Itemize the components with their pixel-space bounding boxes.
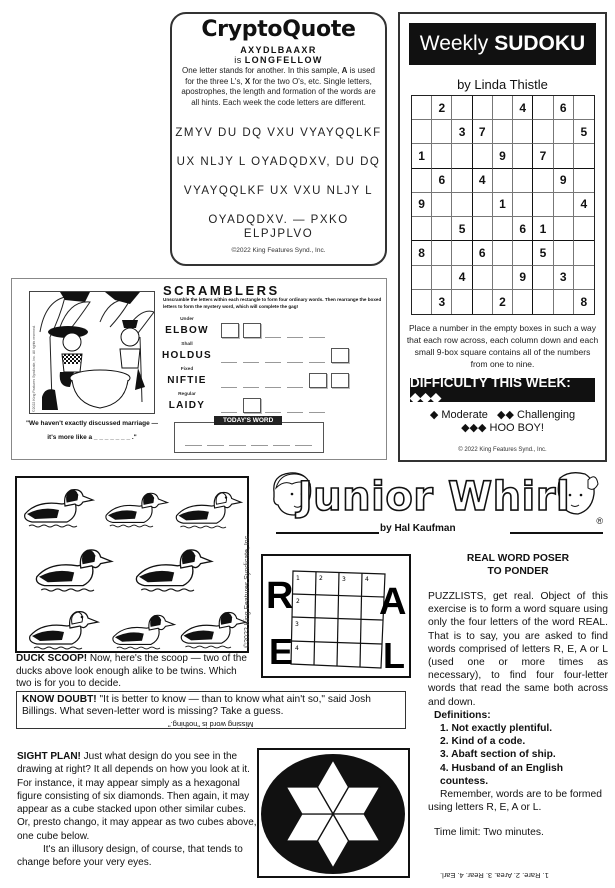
sudoku-empty-cell[interactable] (533, 193, 553, 217)
word-square-grid (263, 556, 409, 676)
sudoku-empty-cell[interactable] (493, 266, 513, 290)
sudoku-given-cell: 8 (412, 241, 432, 265)
letter-l: L (383, 635, 405, 676)
sudoku-empty-cell[interactable] (452, 290, 472, 314)
letter-slot[interactable] (309, 337, 325, 338)
sudoku-empty-cell[interactable] (513, 290, 533, 314)
sudoku-empty-cell[interactable] (452, 241, 472, 265)
sudoku-given-cell: 7 (473, 120, 493, 144)
sudoku-given-cell: 5 (452, 217, 472, 241)
sudoku-given-cell: 2 (493, 290, 513, 314)
junior-whirl-byline: by Hal Kaufman (380, 523, 456, 534)
duck-figure (136, 550, 211, 591)
scramble-clue: Fixed (180, 367, 194, 372)
scramble-clue: Shall (181, 342, 193, 347)
caption-line: "We haven't exactly discussed marriage — (25, 420, 159, 427)
letter-slot[interactable] (265, 412, 281, 413)
scramble-word: NIFTIE (167, 375, 207, 386)
sudoku-given-cell: 4 (574, 193, 594, 217)
sample-is-text: is (234, 55, 242, 65)
definitions-label: Definitions: (434, 709, 491, 721)
sudoku-empty-cell[interactable] (432, 241, 452, 265)
sudoku-empty-cell[interactable] (412, 266, 432, 290)
sudoku-empty-cell[interactable] (412, 96, 432, 120)
sudoku-given-cell: 7 (533, 144, 553, 168)
ducks-illustration (15, 476, 249, 653)
sudoku-empty-cell[interactable] (432, 193, 452, 217)
sudoku-given-cell: 4 (513, 96, 533, 120)
real-remember: Remember, words are to be formed using letters R, E, A or L. (428, 789, 602, 814)
sudoku-empty-cell[interactable] (452, 96, 472, 120)
sudoku-given-cell: 4 (473, 169, 493, 193)
letter-slot[interactable] (265, 337, 281, 338)
sudoku-empty-cell[interactable] (513, 193, 533, 217)
grid-number: 3 (342, 576, 346, 583)
heading-line: REAL WORD POSER (466, 553, 570, 564)
sudoku-given-cell: 3 (432, 290, 452, 314)
letter-slot[interactable] (243, 387, 259, 388)
know-doubt-body: "It is better to know — than to know what ain't so," said Josh Billings. What seven-letter word is missing? Take a guess. (22, 694, 371, 717)
letter-a: A (379, 581, 407, 623)
sudoku-empty-cell[interactable] (574, 144, 594, 168)
grid-number: 1 (296, 575, 300, 582)
scramblers-title: SCRAMBLERS (163, 283, 280, 298)
letter-slot[interactable] (265, 387, 281, 388)
cartoon-caption (22, 417, 162, 445)
instr-a: A (341, 66, 348, 75)
duck-scoop-text (16, 653, 248, 691)
letter-e: E (269, 631, 294, 672)
sudoku-empty-cell[interactable] (432, 120, 452, 144)
know-doubt-answer-text: Missing word is "nothing." (168, 720, 254, 729)
sudoku-empty-cell[interactable] (513, 241, 533, 265)
sudoku-empty-cell[interactable] (574, 169, 594, 193)
scramblers-panel (11, 278, 387, 460)
duck-scoop-body: Now, here's the scoop — two of the ducks above look enough alike to be twins. Which two is for you to decide. (16, 653, 247, 689)
ducks-icon (17, 478, 249, 653)
real-time-limit: Time limit: Two minutes. (434, 827, 544, 839)
sudoku-given-cell: 3 (554, 266, 574, 290)
sudoku-empty-cell[interactable] (493, 96, 513, 120)
letter-r: R (266, 575, 294, 617)
sudoku-given-cell: 4 (452, 266, 472, 290)
code-line: VYAYQQLKF UX VXU NLJY L (183, 185, 374, 197)
sight-plan-lead: SIGHT PLAN! (17, 751, 81, 762)
sudoku-given-cell: 1 (412, 144, 432, 168)
cartoon-copyright-text: ©2022 King Features Syndicate, Inc. All rights reserved. (32, 325, 36, 412)
sudoku-empty-cell[interactable] (533, 169, 553, 193)
definition-item: 4. Husband of an English countess. (440, 762, 563, 787)
sudoku-empty-cell[interactable] (473, 217, 493, 241)
sudoku-given-cell: 6 (513, 217, 533, 241)
cartoon-copyright (32, 302, 40, 412)
cryptoquote-title: CryptoQuote (201, 17, 356, 42)
sudoku-empty-cell[interactable] (554, 120, 574, 144)
sudoku-given-cell: 6 (432, 169, 452, 193)
duck-figure (176, 492, 241, 528)
sudoku-empty-cell[interactable] (554, 144, 574, 168)
letter-slot[interactable] (221, 387, 237, 388)
definition-item: 2. Kind of a code. (440, 736, 526, 748)
sudoku-empty-cell[interactable] (473, 193, 493, 217)
sudoku-given-cell: 9 (554, 169, 574, 193)
know-doubt-answer (17, 718, 405, 730)
ducks-copyright (241, 470, 261, 650)
cryptoquote-panel (170, 12, 387, 266)
answer-slot[interactable] (251, 445, 268, 446)
sudoku-empty-cell[interactable] (412, 120, 432, 144)
sight-plan-body: Just what design do you see in the drawing at right? It all depends on how you look at it. For instance, it may appear simply as a hexagonal figure consisting of six diamonds. Then again, it may appear as a cube stacked upon other similar cubes. Or, presto chango, it may appear as two cubes above, one cube below. (17, 751, 257, 842)
todays-word-box[interactable] (174, 417, 324, 453)
sudoku-given-cell: 6 (554, 96, 574, 120)
sudoku-given-cell: 5 (574, 120, 594, 144)
hexagonal-star-illusion-icon (259, 750, 408, 876)
letter-slot[interactable] (287, 362, 303, 363)
duck-figure (106, 493, 168, 527)
duck-figure (30, 612, 98, 649)
cryptoquote-sample-answer (172, 55, 385, 65)
cryptoquote-code (172, 126, 385, 241)
sudoku-given-cell: 3 (452, 120, 472, 144)
code-line: OYADQDXV. — PXKO ELPJPLVO (208, 214, 349, 240)
letter-slot[interactable] (265, 362, 281, 363)
sight-plan-body-2: It's an illusory design, of course, that tends to change before your very eyes. (17, 844, 243, 869)
know-doubt-lead: KNOW DOUBT! (22, 694, 97, 705)
sudoku-given-cell: 9 (493, 144, 513, 168)
sudoku-panel (398, 12, 607, 462)
boxed-letter-slot[interactable] (221, 323, 239, 338)
sudoku-given-cell: 6 (473, 241, 493, 265)
duck-scoop-lead: DUCK SCOOP! (16, 653, 88, 664)
sudoku-empty-cell[interactable] (513, 169, 533, 193)
grid-number: 4 (365, 576, 369, 583)
sudoku-empty-cell[interactable] (432, 144, 452, 168)
real-heading (428, 552, 608, 578)
registered-mark: ® (596, 516, 603, 526)
sudoku-given-cell: 9 (513, 266, 533, 290)
letter-slot[interactable] (221, 362, 237, 363)
cryptoquote-instructions (172, 65, 385, 108)
grid-number: 3 (295, 621, 299, 628)
grid-number: 2 (319, 575, 323, 582)
real-word-square-figure (261, 554, 411, 678)
instr-post: for the two O's, etc. Single letters, apostrophes, the length and formation of the words are all hints. Each week the code letters are different. (181, 76, 376, 107)
sudoku-banner (409, 23, 596, 65)
sudoku-empty-cell[interactable] (473, 144, 493, 168)
sudoku-empty-cell[interactable] (452, 193, 472, 217)
sudoku-empty-cell[interactable] (533, 120, 553, 144)
sudoku-empty-cell[interactable] (432, 266, 452, 290)
instr-pre: One letter stands for another. In this sample, (181, 66, 340, 75)
know-doubt-box (16, 691, 406, 729)
legend-line: ◆◆◆ HOO BOY! (461, 422, 544, 434)
scramble-clue: Under (180, 317, 194, 322)
real-definitions (428, 709, 608, 788)
junior-whirl-logo (270, 470, 600, 520)
code-line: UX NLJY L OYADQDXV, DU DQ (176, 156, 381, 168)
sudoku-given-cell: 1 (533, 217, 553, 241)
definition-item: 1. Not exactly plentiful. (440, 723, 553, 735)
sudoku-empty-cell[interactable] (574, 266, 594, 290)
sudoku-empty-cell[interactable] (533, 266, 553, 290)
duck-figure (181, 612, 246, 648)
instr-x: X (244, 76, 251, 86)
sudoku-empty-cell[interactable] (493, 241, 513, 265)
sudoku-empty-cell[interactable] (513, 144, 533, 168)
duck-figure (113, 615, 175, 649)
todays-word-label: TODAY'S WORD (214, 416, 282, 425)
answer-slot[interactable] (185, 445, 202, 446)
ducks-copyright-text: ©2022 King Features Syndicate, Inc. (244, 533, 251, 648)
boxed-letter-slot[interactable] (243, 398, 261, 413)
sudoku-given-cell: 9 (412, 193, 432, 217)
boxed-letter-slot[interactable] (243, 323, 261, 338)
real-word-poser (428, 552, 608, 840)
sudoku-copyright: © 2022 King Features Synd., Inc. (458, 447, 547, 453)
sudoku-empty-cell[interactable] (412, 217, 432, 241)
real-body: PUZZLISTS, get real. Object of this exercise is to form a word square using only the four letters of the word REAL. That is to say, you are asked to find words comprised of letters R, E, A or L (used one or more times as necessary), to find four four-letter words that read the same both across and down. (428, 591, 608, 708)
sudoku-empty-cell[interactable] (533, 96, 553, 120)
sudoku-empty-cell[interactable] (513, 120, 533, 144)
scramble-word: LAIDY (168, 400, 206, 411)
letter-slot[interactable] (243, 362, 259, 363)
junior-whirl-byline-row (270, 516, 605, 538)
scramblers-cartoon (29, 291, 155, 414)
sudoku-empty-cell[interactable] (554, 217, 574, 241)
divider (510, 532, 603, 534)
grid-number: 4 (295, 645, 299, 652)
real-answer-upside-down: 1. Rare. 2. Area. 3. Rear. 4. Earl. (440, 871, 549, 880)
sudoku-given-cell: 1 (493, 193, 513, 217)
sudoku-instructions: Place a number in the empty boxes in such a way that each row across, each column down and each small 9-box square contains all of the numbers from one to nine. (406, 323, 599, 369)
scramble-word: ELBOW (165, 325, 209, 336)
cartoon-illustration-icon (30, 292, 155, 414)
sudoku-empty-cell[interactable] (554, 241, 574, 265)
duck-figure (25, 490, 93, 527)
sudoku-given-cell: 5 (533, 241, 553, 265)
scramble-clue: Regular (178, 392, 196, 397)
sudoku-empty-cell[interactable] (473, 266, 493, 290)
sight-plan-figure (257, 748, 410, 878)
legend-line: ◆ Moderate ◆◆ Challenging (429, 409, 576, 421)
letter-slot[interactable] (221, 412, 237, 413)
sudoku-byline: by Linda Thistle (457, 77, 548, 92)
divider (276, 532, 379, 534)
duck-figure (36, 550, 111, 591)
boxed-letter-slot[interactable] (309, 373, 327, 388)
answer-slot[interactable] (207, 445, 224, 446)
sudoku-empty-cell[interactable] (452, 169, 472, 193)
scramble-word: HOLDUS (161, 350, 213, 361)
junior-whirl-title: Junior Whirl (297, 474, 571, 520)
boxed-letter-slot[interactable] (331, 348, 349, 363)
code-line: ZMYV DU DQ VXU VYAYQQLKF (175, 127, 382, 139)
answer-slot[interactable] (229, 445, 246, 446)
definition-item: 3. Abaft section of ship. (440, 749, 556, 761)
cryptoquote-sample-code: AXYDLBAAXR (240, 45, 317, 55)
sudoku-empty-cell[interactable] (574, 217, 594, 241)
sudoku-given-cell: 2 (432, 96, 452, 120)
sudoku-empty-cell[interactable] (574, 241, 594, 265)
sudoku-empty-cell[interactable] (493, 120, 513, 144)
sudoku-empty-cell[interactable] (473, 96, 493, 120)
letter-slot[interactable] (309, 362, 325, 363)
letter-slot[interactable] (287, 387, 303, 388)
sudoku-empty-cell[interactable] (574, 96, 594, 120)
sudoku-difficulty-banner: DIFFICULTY THIS WEEK: ◆◆◆ (410, 378, 595, 402)
sudoku-empty-cell[interactable] (412, 169, 432, 193)
boxed-letter-slot[interactable] (331, 373, 349, 388)
caption-line: it's more like a _ _ _ _ _ _ _ ." (47, 434, 137, 441)
sudoku-empty-cell[interactable] (554, 290, 574, 314)
sudoku-empty-cell[interactable] (452, 144, 472, 168)
sudoku-empty-cell[interactable] (493, 217, 513, 241)
letter-slot[interactable] (287, 337, 303, 338)
sudoku-empty-cell[interactable] (412, 290, 432, 314)
letter-slot[interactable] (287, 412, 303, 413)
scramblers-instructions: Unscramble the letters within each rectangle to form four ordinary words. Then rearrange the boxed letters to form the mystery word, which will complete the gag! (163, 297, 382, 309)
sudoku-title-light: Weekly (419, 32, 489, 55)
junior-whirl-logo-icon (270, 470, 600, 520)
sudoku-empty-cell[interactable] (533, 290, 553, 314)
heading-line: TO PONDER (487, 566, 549, 577)
sudoku-given-cell: 8 (580, 294, 588, 309)
sight-plan-text (17, 750, 257, 870)
sudoku-empty-cell[interactable] (432, 217, 452, 241)
sample-answer-text: LONGFELLOW (244, 55, 323, 65)
instr-mid: is used for the three L's, (185, 66, 376, 86)
cryptoquote-copyright: ©2022 King Features Synd., Inc. (231, 247, 326, 254)
sudoku-difficulty-legend (400, 409, 605, 435)
sudoku-empty-cell[interactable] (493, 169, 513, 193)
sudoku-empty-cell[interactable] (554, 193, 574, 217)
answer-slot[interactable] (295, 445, 312, 446)
sudoku-grid (411, 95, 595, 315)
grid-number: 2 (296, 598, 300, 605)
sudoku-empty-cell[interactable] (473, 290, 493, 314)
letter-slot[interactable] (309, 412, 325, 413)
answer-slot[interactable] (273, 445, 290, 446)
sudoku-title-bold: SUDOKU (494, 32, 586, 55)
